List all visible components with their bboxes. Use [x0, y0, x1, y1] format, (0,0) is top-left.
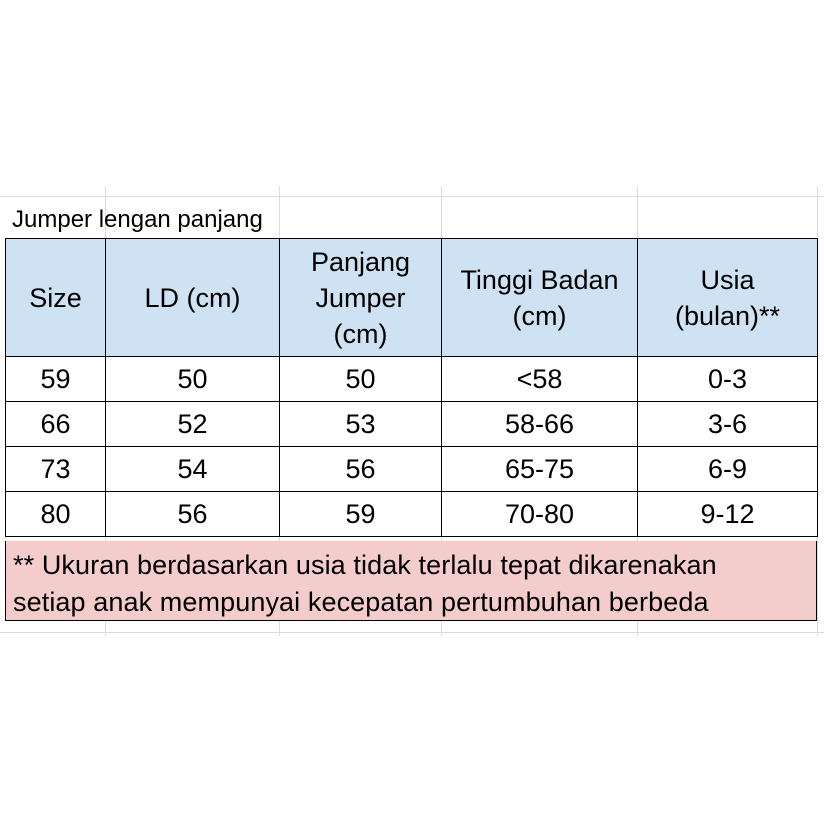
table-cell[interactable]: 50: [106, 357, 280, 402]
table-cell[interactable]: 73: [6, 447, 106, 492]
size-chart-table: [5, 238, 818, 537]
table-cell[interactable]: 56: [106, 492, 280, 537]
table-cell[interactable]: 80: [6, 492, 106, 537]
note-line: ** Ukuran berdasarkan usia tidak terlalu tepat dikarenakan: [13, 550, 717, 580]
table-row: [6, 492, 818, 537]
table-row: [6, 447, 818, 492]
table-cell[interactable]: 3-6: [638, 402, 818, 447]
table-cell[interactable]: 59: [280, 492, 442, 537]
header-cell-panjang-jumper[interactable]: Panjang Jumper (cm): [280, 239, 442, 357]
note-line: setiap anak mempunyai kecepatan pertumbuhan berbeda: [13, 587, 709, 617]
gridline-horizontal: [0, 632, 824, 633]
table-cell[interactable]: 50: [280, 357, 442, 402]
table-cell[interactable]: 0-3: [638, 357, 818, 402]
table-cell[interactable]: <58: [442, 357, 638, 402]
header-cell-size[interactable]: Size: [6, 239, 106, 357]
table-row: [6, 402, 818, 447]
header-cell-usia[interactable]: Usia (bulan)**: [638, 239, 818, 357]
table-cell[interactable]: 56: [280, 447, 442, 492]
table-cell[interactable]: 53: [280, 402, 442, 447]
size-note[interactable]: [5, 541, 817, 621]
table-cell[interactable]: 70-80: [442, 492, 638, 537]
table-cell[interactable]: 6-9: [638, 447, 818, 492]
table-cell[interactable]: 65-75: [442, 447, 638, 492]
sheet-title[interactable]: Jumper lengan panjang: [12, 206, 263, 233]
header-row: [6, 239, 818, 357]
header-cell-tinggi-badan[interactable]: Tinggi Badan (cm): [442, 239, 638, 357]
table-cell[interactable]: 59: [6, 357, 106, 402]
table-cell[interactable]: 9-12: [638, 492, 818, 537]
table-cell[interactable]: 66: [6, 402, 106, 447]
header-cell-ld[interactable]: LD (cm): [106, 239, 280, 357]
gridline-horizontal: [0, 196, 824, 197]
table-cell[interactable]: 58-66: [442, 402, 638, 447]
table-cell[interactable]: 54: [106, 447, 280, 492]
table-cell[interactable]: 52: [106, 402, 280, 447]
table-row: [6, 357, 818, 402]
